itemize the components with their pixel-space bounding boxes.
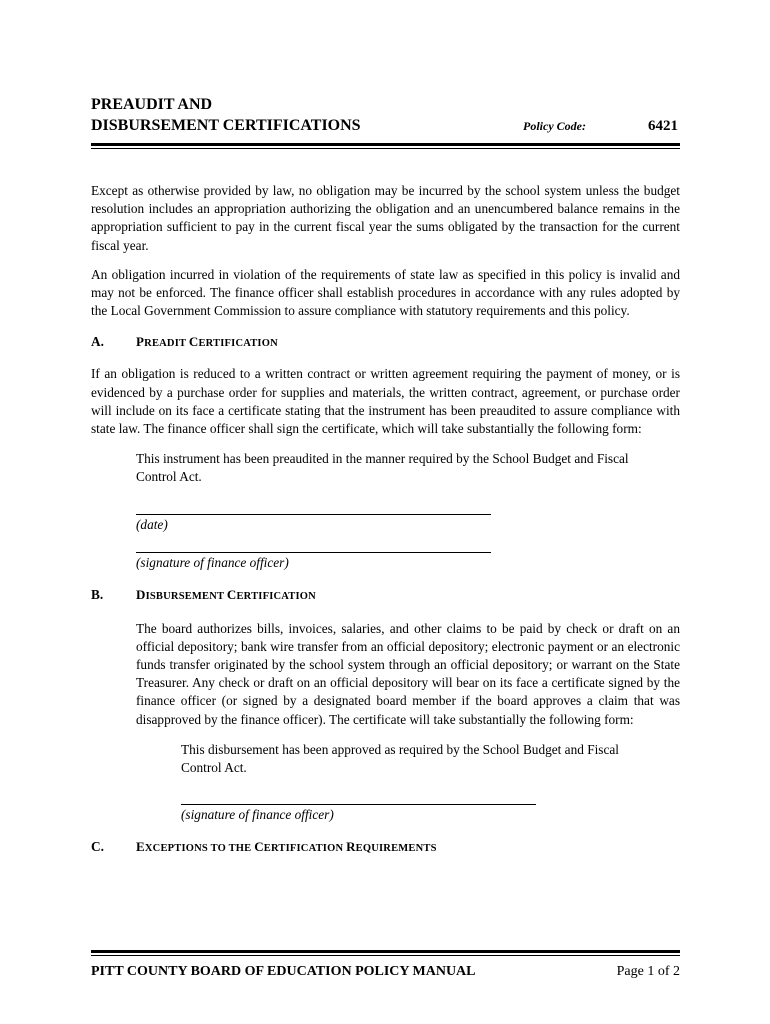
footer-rule-thick xyxy=(91,950,680,953)
section-a-heading xyxy=(91,333,680,353)
title-line-2: DISBURSEMENT CERTIFICATIONS xyxy=(91,117,361,134)
section-a-body: If an obligation is reduced to a written contract or written agreement requiring the payment of money, or is evidenced by a purchase order for supplies and materials, the written contract, agreement, or purchase order will include on its face a certificate stating that the instrument has been preaudited to assure compliance with state law. The finance officer shall sign the certificate, which will take substantially the following form: xyxy=(91,366,680,437)
title-line-1: PREAUDIT AND xyxy=(91,96,213,113)
section-c-title: EXCEPTIONS TO THE CERTIFICATION REQUIREMENTS xyxy=(136,839,437,855)
section-b-heading xyxy=(91,586,680,606)
preaudit-certificate xyxy=(136,450,680,571)
intro-paragraph-2: An obligation incurred in violation of the requirements of state law as specified in this policy is invalid and may not be enforced. The finance officer shall establish procedures in accordance with any rules adopted by the Local Government Commission to assure compliance with statutory requirements and this policy. xyxy=(91,266,680,319)
footer-page-number: Page 1 of 2 xyxy=(616,964,680,979)
disbursement-signature-caption: (signature of finance officer) xyxy=(181,807,334,823)
page-footer xyxy=(91,950,680,980)
title-row xyxy=(91,115,680,137)
header-rule-thick xyxy=(91,143,680,146)
policy-title xyxy=(91,94,680,137)
footer-rule-thin xyxy=(91,955,680,956)
disbursement-certificate xyxy=(181,741,680,824)
section-b-letter: B. xyxy=(91,586,104,602)
policy-code-label: Policy Code: xyxy=(523,119,586,133)
document-page xyxy=(91,94,680,858)
section-c-letter: C. xyxy=(91,839,104,855)
date-caption: (date) xyxy=(136,516,168,532)
section-c-heading xyxy=(91,838,680,858)
footer-manual-title: PITT COUNTY BOARD OF EDUCATION POLICY MANUAL xyxy=(91,964,476,979)
section-a-letter: A. xyxy=(91,334,104,350)
section-a-title: PREADIT CERTIFICATION xyxy=(136,334,278,350)
date-line xyxy=(136,496,491,515)
disbursement-certificate-text: This disbursement has been approved as required by the School Budget and Fiscal Control Act. xyxy=(181,741,619,776)
signature-caption: (signature of finance officer) xyxy=(136,554,289,570)
section-b-body: The board authorizes bills, invoices, salaries, and other claims to be paid by check or draft on an official depository; bank wire transfer from an official depository; electronic payment or an electronic funds transfer originated by the school system through an official depository; or warrant on the State Treasurer. Any check or draft on an official depository will bear on its face a certificate signed by the finance officer (or signed by a designated board member if the board approves a claim that was disapproved by the finance officer). The certificate will take substantially the following form: xyxy=(136,620,680,727)
intro-paragraph-1: Except as otherwise provided by law, no obligation may be incurred by the school system unless the budget resolution includes an appropriation authorizing the obligation and an unencumbered balance remains in the appropriation sufficient to pay in the current fiscal year the sums obligated by the transaction for the current fiscal year. xyxy=(91,183,680,253)
disbursement-signature-line xyxy=(181,786,536,805)
section-b-title: DISBURSEMENT CERTIFICATION xyxy=(136,586,316,602)
footer-row xyxy=(91,964,680,980)
policy-code-number: 6421 xyxy=(648,118,678,134)
preaudit-certificate-text: This instrument has been preaudited in the manner required by the School Budget and Fiscal Control Act. xyxy=(136,451,629,485)
signature-line xyxy=(136,534,491,553)
header-rule-thin xyxy=(91,148,680,149)
